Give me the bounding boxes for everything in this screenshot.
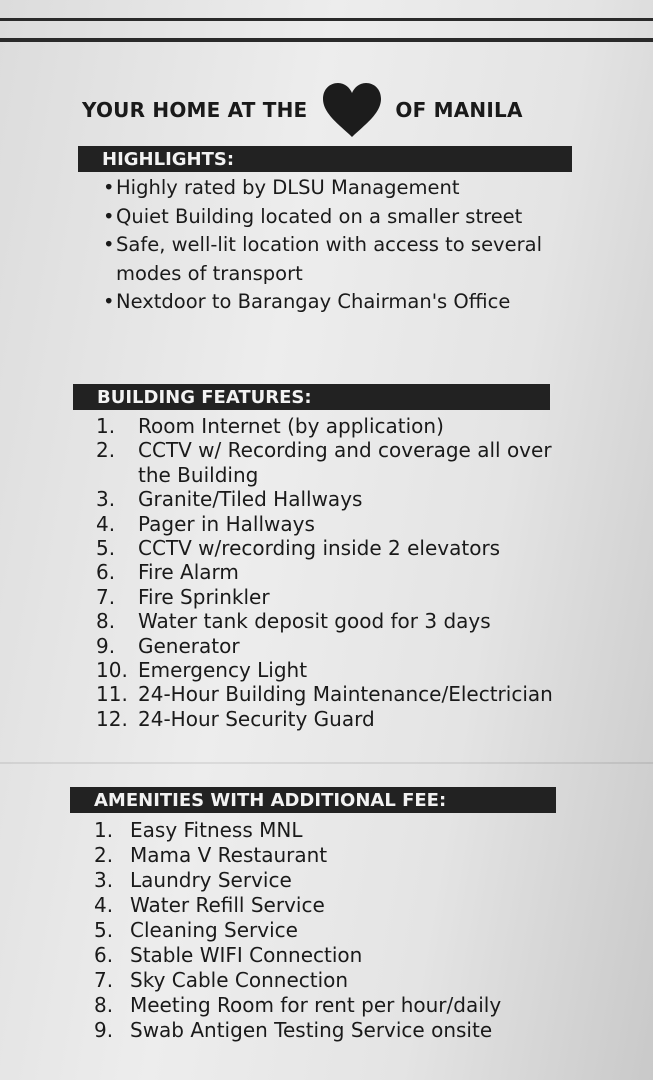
list-item-text: Fire Sprinkler [138,584,270,609]
amenities-list [94,818,501,1043]
list-item [96,414,553,438]
list-item-text: Water tank deposit good for 3 days [138,609,491,634]
top-rule [0,18,653,21]
list-item [94,968,501,993]
list-item-text: Pager in Hallways [138,511,315,536]
list-item-text: Laundry Service [130,868,292,892]
list-item [96,707,553,731]
highlights-list [103,174,542,317]
heart-icon [321,82,383,138]
paper-fold [0,762,653,764]
list-item [94,818,501,843]
list-item [96,512,553,536]
list-item [103,203,542,232]
item-number: 2. [96,438,116,463]
item-number: 1. [94,818,114,842]
bullet-icon: • [103,290,115,313]
item-number: 3. [94,868,114,892]
building-features-list [96,414,553,731]
bullet-icon: • [103,176,115,199]
list-item [94,1018,501,1043]
list-item [94,943,501,968]
list-item [96,634,553,658]
list-item [96,463,553,487]
list-item [96,438,553,462]
list-item [96,658,553,682]
list-item [96,487,553,511]
list-item-text: Granite/Tiled Hallways [138,487,363,512]
item-number: 3. [96,487,116,512]
list-item-text: 24-Hour Security Guard [138,706,375,731]
item-number [96,463,138,487]
list-item-text: Quiet Building located on a smaller street [116,204,523,228]
list-item [96,536,553,560]
item-number: 10. [96,658,128,683]
item-number: 11. [96,682,128,707]
list-item-text: Generator [138,633,240,658]
item-number: 5. [96,536,116,561]
highlights-heading: HIGHLIGHTS: [78,146,572,172]
list-item [94,918,501,943]
list-item-text: Room Internet (by application) [138,414,444,438]
list-item-text: Safe, well-lit location with access to several [116,233,542,256]
item-number: 4. [96,511,116,536]
list-item-text: the Building [138,462,259,487]
list-item [103,288,542,317]
item-number: 7. [96,584,116,609]
item-number: 7. [94,968,114,992]
item-number: 9. [96,633,116,658]
title-after: OF MANILA [395,98,523,122]
item-number: 12. [96,706,128,731]
list-item-text: Nextdoor to Barangay Chairman's Office [116,290,511,313]
list-item [94,893,501,918]
list-item-text: Easy Fitness MNL [130,818,303,842]
building-features-heading: BUILDING FEATURES: [73,384,550,410]
list-item-text: Cleaning Service [130,918,298,942]
list-item-text: CCTV w/ Recording and coverage all over [138,438,552,463]
list-item [96,585,553,609]
list-item [94,993,501,1018]
list-item-text: Fire Alarm [138,560,239,585]
list-item [103,174,542,203]
list-item-text: Water Refill Service [130,893,325,917]
list-item [94,843,501,868]
page-title [82,82,523,138]
list-item [96,682,553,706]
list-item [103,231,542,260]
list-item [103,260,542,289]
list-item [96,609,553,633]
list-item [94,868,501,893]
bullet-icon: • [103,204,115,228]
title-before: YOUR HOME AT THE [82,98,308,122]
list-item-text: Stable WIFI Connection [130,943,363,967]
list-item-text: Highly rated by DLSU Management [116,176,460,199]
bullet-icon: • [103,233,115,256]
item-number: 1. [96,414,116,438]
list-item-text: Mama V Restaurant [130,843,328,867]
list-item-text: modes of transport [116,261,303,285]
item-number: 8. [94,993,114,1017]
item-number: 8. [96,609,116,634]
item-number: 2. [94,843,114,867]
list-item-text: Sky Cable Connection [130,968,349,992]
list-item-text: Emergency Light [138,658,308,683]
list-item-text: 24-Hour Building Maintenance/Electrician [138,682,553,707]
amenities-heading: AMENITIES WITH ADDITIONAL FEE: [70,787,556,813]
item-number: 5. [94,918,114,942]
list-item-text: CCTV w/recording inside 2 elevators [138,536,501,561]
item-number: 6. [94,943,114,967]
item-number: 4. [94,893,114,917]
list-item-text: Meeting Room for rent per hour/daily [130,993,502,1017]
item-number: 6. [96,560,116,585]
bullet-icon [103,260,116,289]
item-number: 9. [94,1018,114,1042]
top-rule-2 [0,38,653,42]
list-item-text: Swab Antigen Testing Service onsite [130,1018,493,1042]
list-item [96,560,553,584]
